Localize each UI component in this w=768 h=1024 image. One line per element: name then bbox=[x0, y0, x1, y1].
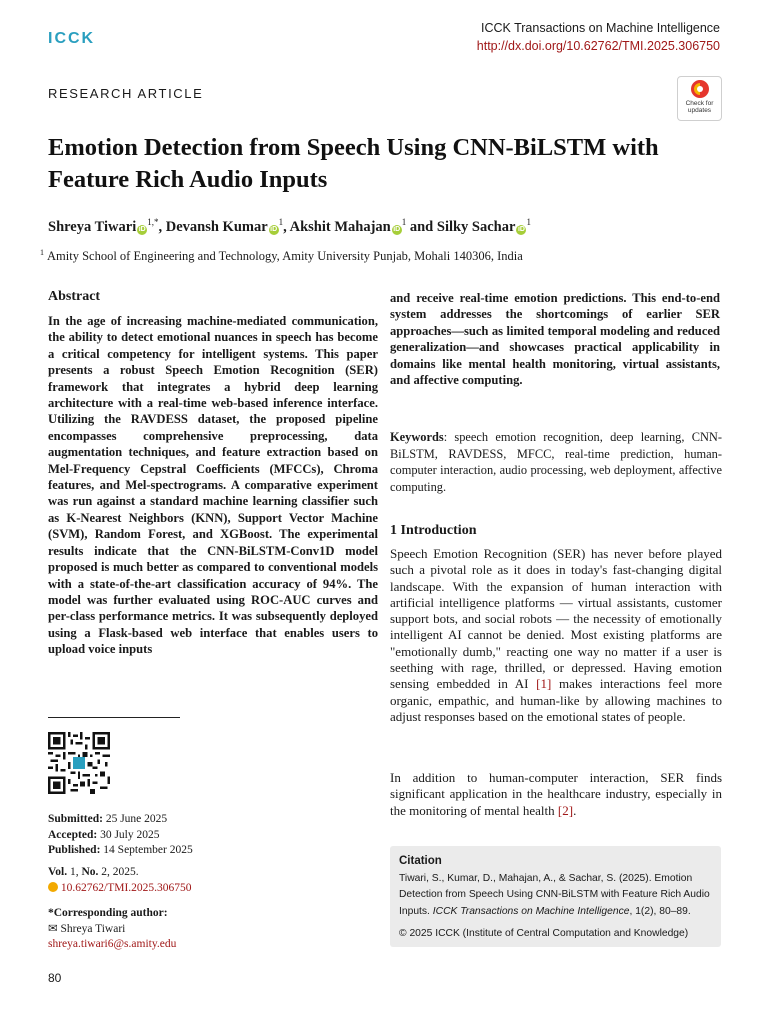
corresponding-name: Shreya Tiwari bbox=[60, 922, 126, 935]
citation-part: Tiwari, S., Kumar, D., Mahajan, A., & Sachar, S. (2025). Emotion Detection from Speech Using CNN-BiLSTM with Feature Rich Audio Inputs. bbox=[399, 873, 710, 917]
doi-link-short[interactable]: 10.62762/TMI.2025.306750 bbox=[60, 881, 192, 894]
corresponding-label: *Corresponding author: bbox=[48, 907, 168, 919]
intro-text: makes interactions feel more organic, empathic, and human-like by allowing machines to adjust responses based on the emotional states of people. bbox=[390, 676, 722, 724]
check-updates-icon bbox=[691, 80, 709, 98]
author-affil-sup: 1,* bbox=[147, 217, 159, 227]
abstract-text-right: and receive real-time emotion predictions. This end-to-end system addresses the shortcomings of earlier SER approaches—such as limited temporal modeling and reduced generalization—and showcases practical applicability in domains like mental health monitoring, virtual assistants, and affective computing. bbox=[390, 291, 720, 388]
citation-journal: ICCK Transactions on Machine Intelligence bbox=[432, 905, 630, 917]
author-list: Shreya Tiwari $iD^{1,*}$, Devansh Kumar $iD^1$, Akshit Mahajan $iD^1$ and Silky Sachar $iD^1$ bbox=[48, 217, 531, 235]
submission-dates bbox=[48, 812, 193, 859]
mail-icon: ✉ bbox=[48, 922, 58, 935]
doi-icon bbox=[48, 882, 58, 892]
vol-value: 1 bbox=[69, 866, 76, 878]
citation-text bbox=[399, 871, 712, 920]
accepted-label: Accepted: bbox=[48, 828, 98, 841]
vol-label: Vol. bbox=[48, 866, 68, 878]
no-label: No. bbox=[81, 866, 99, 878]
orcid-icon[interactable]: iD bbox=[393, 225, 401, 233]
intro-text: Speech Emotion Recognition (SER) has never before played such a pivotal role as it does in today's fast-changing digital landscape. With the expansion of human interaction with artificial intelligence platforms — virtual assistants, customer support bots, and social robots — the necessity of emotionally intelligent AI cannot be denied. Most existing platforms are "emotionally dumb," reacting one way no matter if a user is seething with rage, thrilled, or depressed. Having emotion sensing embedded in AI bbox=[390, 546, 722, 692]
author-affil-sup: 1 bbox=[401, 217, 407, 227]
article-type: RESEARCH ARTICLE bbox=[48, 86, 204, 101]
affiliation-text: Amity School of Engineering and Technology, Amity University Punjab, Mohali 140306, India bbox=[47, 249, 523, 264]
affiliation bbox=[40, 248, 523, 264]
citation-part: , 1(2), 80–89. bbox=[629, 905, 691, 917]
accepted-date: 30 July 2025 bbox=[100, 828, 160, 841]
author-name[interactable]: Akshit Mahajan bbox=[289, 218, 391, 235]
orcid-icon[interactable]: iD bbox=[138, 225, 146, 233]
introduction-heading: 1 Introduction bbox=[390, 523, 477, 538]
keywords-label: Keywords bbox=[390, 430, 444, 444]
corresponding-author bbox=[48, 906, 176, 953]
affiliation-sup: 1 bbox=[40, 248, 44, 257]
corresponding-email[interactable]: shreya.tiwari6@s.amity.edu bbox=[48, 938, 177, 950]
citation-link[interactable]: [1] bbox=[536, 676, 552, 692]
orcid-icon[interactable]: iD bbox=[517, 225, 525, 233]
citation-box bbox=[390, 846, 721, 947]
paper-title: Emotion Detection from Speech Using CNN-BiLSTM with Feature Rich Audio Inputs bbox=[48, 134, 659, 193]
journal-header bbox=[477, 19, 720, 55]
page-number: 80 bbox=[48, 971, 62, 985]
intro-text: In addition to human-computer interaction, SER finds significant application in the healthcare industry, especially in the monitoring of mental health bbox=[390, 770, 722, 818]
keywords bbox=[390, 429, 722, 495]
intro-paragraph bbox=[390, 546, 722, 725]
intro-paragraph bbox=[390, 770, 722, 819]
abstract-heading: Abstract bbox=[48, 289, 101, 304]
intro-text: . bbox=[573, 802, 577, 818]
check-for-updates-button[interactable] bbox=[677, 76, 722, 121]
published-label: Published: bbox=[48, 844, 101, 856]
volume-info: Vol. 1, No. 2, 2025. 10.62762/TMI.2025.306750 bbox=[48, 866, 192, 894]
author-affil-sup: 1 bbox=[526, 217, 531, 227]
no-value: 2, 2025. bbox=[101, 866, 139, 878]
submitted-label: Submitted: bbox=[48, 813, 103, 825]
published-date: 14 September 2025 bbox=[103, 844, 193, 856]
author-affil-sup: 1 bbox=[278, 217, 284, 227]
qr-code-icon[interactable] bbox=[48, 732, 110, 794]
citation-heading: Citation bbox=[399, 855, 442, 867]
orcid-icon[interactable]: iD bbox=[270, 225, 278, 233]
copyright: © 2025 ICCK (Institute of Central Computation and Knowledge) bbox=[399, 928, 689, 940]
citation-link[interactable]: [2] bbox=[557, 802, 574, 818]
abstract-text-left: In the age of increasing machine-mediated communication, the ability to detect emotional nuances in speech has become a critical competency for intelligent systems. This paper presents a robust Speech Emotion Recognition (SER) framework that integrates a hybrid deep learning architecture with a real-time web-based inference interface. Utilizing the RAVDESS dataset, the proposed pipeline encompasses comprehensive preprocessing, data augmentation techniques, and feature extraction based on Mel-Frequency Cepstral Coefficients (MFCCs), Chroma features, and Mel-spectrograms. A comparative experiment was run against a standard machine learning classifier such as K-Nearest Neighbors (KNN), Support Vector Machine (SVM), Random Forest, and XGBoost. The experimental results indicate that the CNN-BiLSTM-Conv1D model proposed is much better as compared to conventional models with a state-of-the-art classification accuracy of 94%. The model was further evaluated using ROC-AUC curves and per-class performance metrics. It was subsequently deployed using a Flask-based web interface that enables users to upload voice inputs bbox=[48, 314, 378, 657]
submitted-date: 25 June 2025 bbox=[105, 813, 168, 825]
author-name[interactable]: Devansh Kumar bbox=[165, 218, 268, 235]
doi-link[interactable]: http://dx.doi.org/10.62762/TMI.2025.306750 bbox=[476, 39, 720, 53]
journal-name: ICCK Transactions on Machine Intelligence bbox=[480, 21, 720, 35]
keywords-text: : speech emotion recognition, deep learning, CNN-BiLSTM, RAVDESS, MFCC, real-time prediction, human-computer interaction, audio processing, web deployment, affective computing. bbox=[390, 430, 722, 494]
journal-logo: ICCK bbox=[48, 30, 96, 47]
divider bbox=[48, 717, 180, 718]
check-updates-label: Check for updates bbox=[685, 100, 714, 114]
author-name[interactable]: Silky Sachar bbox=[436, 218, 516, 235]
author-name[interactable]: Shreya Tiwari bbox=[48, 218, 137, 235]
